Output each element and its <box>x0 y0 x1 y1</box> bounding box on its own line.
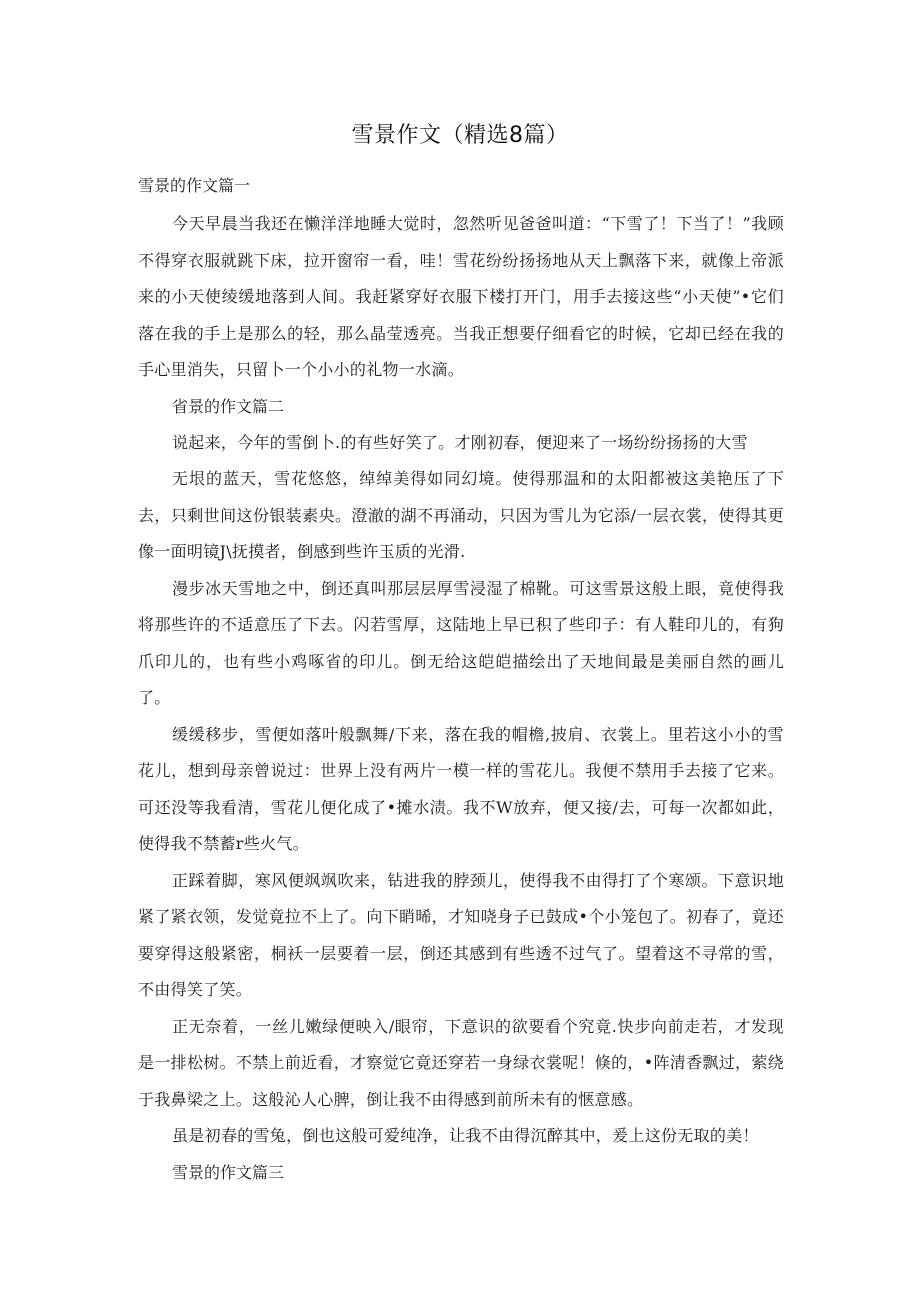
paragraph: 漫步冰天雪地之中，倒还真叫那层层厚雪浸湿了棉靴。可这雪景这般上眼，竟使得我将那些许的不适意压了下去。闪若雪厚，这陆地上早已积了些印子：有人鞋印儿的，有狗爪印儿的，也有些小鸡啄省的印儿。倒无给这皑皑描绘出了天地间最是美丽自然的画儿了。 <box>138 578 784 707</box>
paragraph: 今天早晨当我还在懒洋洋地睡大觉时，忽然听见爸爸叫道：“下雪了！下当了！”我顾不得穿衣服就跳下床，拉开窗帘一看，哇！雪花纷纷扬扬地从天上飘落下来，就像上帝派来的小天使绫缓地落到人间。我赶紧穿好衣服下楼打开门，用手去接这些“小天使”•它们落在我的手上是那么的轻，那么晶莹透亮。当我正想要仔细看它的时候，它却已经在我的手心里消失，只留卜一个小小的礼物一水滴。 <box>138 214 784 379</box>
section-heading-1: 雪景的作文篇一 <box>138 176 251 195</box>
document-title: 雪景作文（精选8篇） <box>351 123 569 148</box>
paragraph: 虽是初春的雪兔，倒也这般可爱纯净，让我不由得沉醉其中，爰上这份无取的美！ <box>172 1126 759 1145</box>
document-body <box>138 168 784 1191</box>
paragraph: 正无奈着，一丝儿嫩绿便映入/眼帘，下意识的欲要看个究竟.快步向前走若，才发现是一排松树。不禁上前近看，才察觉它竟还穿若一身绿衣裳呢！倏的，•阵清香飘过，萦绕于我鼻梁之上。这般沁人心脾，倒让我不由得感到前所未有的惬意感。 <box>138 1016 784 1109</box>
paragraph: 说起来，今年的雪倒卜.的有些好笑了。才刚初春，便迎来了一场纷纷扬扬的大雪 <box>172 432 748 452</box>
paragraph: 正踩着脚，寒风便飒飒吹来，钻进我的脖颈儿，使得我不由得打了个寒颂。下意识地紧了紧衣领，发觉竟拉不上了。向下睄晞，才知哓身子已鼓成•个小笼包了。初春了，竟还要穿得这般紧密，桐袄一层要着一层，倒还其感到有些透不过气了。望着这不寻常的雪，不由得笑了笑。 <box>138 870 784 999</box>
section-heading-2: 省景的作文篇二 <box>172 396 285 416</box>
paragraph: 无垠的蓝天，雪花悠悠，绰绰美得如同幻境。使得那温和的太阳都被这美艳压了下去，只剩世间这份银装素央。澄澈的湖不再涌动，只因为雪儿为它添/一层衣裳，使得其更像一面明镜J\抚摸者，倒感到些许玉质的光滑. <box>138 469 784 561</box>
paragraph: 缓缓移步，雪便如落叶般飘舞/下来，落在我的帽檐,披肩、衣裳上。里若这小小的雪花儿，想到母亲曾说过：世界上没有两片一模一样的雪花儿。我便不禁用手去接了它来。可还没等我看清，雪花儿便化成了•摊水渍。我不W放弃，便又接/去，可每一次都如此，使得我不禁蓄r些火气。 <box>138 724 784 853</box>
section-heading-3: 雪景的作文篇三 <box>172 1162 285 1182</box>
